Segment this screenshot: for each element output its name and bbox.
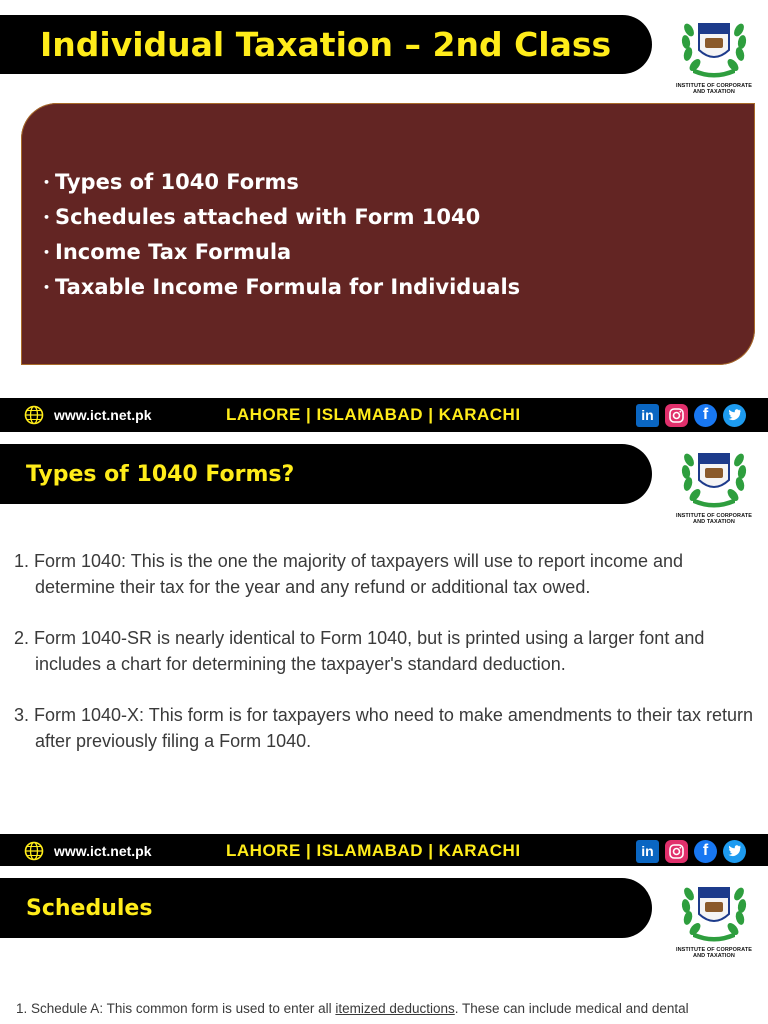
ict-logo [672,874,756,970]
topic-label: Income Tax Formula [55,240,292,264]
facebook-icon[interactable]: f [694,840,717,863]
facebook-icon[interactable]: f [694,404,717,427]
website-link[interactable] [24,405,152,425]
laurel-emblem-icon [679,10,749,82]
topic-label: Schedules attached with Form 1040 [55,205,481,229]
topic-item [43,235,755,270]
laurel-emblem-icon [679,440,749,512]
logo-text-line1: INSTITUTE OF CORPORATE [675,83,753,89]
schedule-a-prefix: 1. Schedule A: This common form is used to enter all [16,1001,336,1016]
instagram-icon[interactable] [665,840,688,863]
list-item [16,1000,756,1018]
website-text: www.ict.net.pk [54,407,152,423]
cities-text: LAHORE | ISLAMABAD | KARACHI [226,405,521,424]
slide-2-title: Types of 1040 Forms? [0,444,652,504]
bullet-icon: • [43,211,51,224]
bullet-icon: • [43,246,51,259]
list-item: 1. Form 1040: This is the one the majority of taxpayers will use to report income and determine their tax for the year and any refund or additional tax owed. [14,551,683,597]
twitter-icon[interactable] [723,404,746,427]
website-text: www.ict.net.pk [54,843,152,859]
topic-item [43,270,755,305]
social-icons [636,404,746,427]
linkedin-icon[interactable]: in [636,404,659,427]
cities-text: LAHORE | ISLAMABAD | KARACHI [226,841,521,860]
bullet-icon: • [43,176,51,189]
itemized-deductions-link[interactable]: itemized deductions [335,1001,455,1016]
social-icons [636,840,746,863]
slide-2 [0,432,768,866]
forms-list [14,548,754,779]
globe-icon [24,841,44,861]
topic-label: Taxable Income Formula for Individuals [55,275,521,299]
slide-3-title: Schedules [0,878,652,938]
slide-1-title: Individual Taxation – 2nd Class [0,15,652,74]
twitter-icon[interactable] [723,840,746,863]
topic-label: Types of 1040 Forms [55,170,299,194]
schedule-a-suffix: . These can include medical and dental [454,1001,689,1016]
logo-text-line2: AND TAXATION [693,519,735,525]
linkedin-icon[interactable]: in [636,840,659,863]
logo-text-line1: INSTITUTE OF CORPORATE [675,513,753,519]
schedules-list [16,1000,756,1018]
topic-item [43,200,755,235]
ict-logo [672,440,756,536]
website-link[interactable] [24,841,152,861]
ict-logo [672,10,756,106]
footer-bar [0,834,768,866]
topic-item [43,165,755,200]
bullet-icon: • [43,281,51,294]
list-item: 2. Form 1040-SR is nearly identical to Form 1040, but is printed using a larger font and includes a chart for determining the taxpayer's standard deduction. [14,628,705,674]
list-item: 3. Form 1040-X: This form is for taxpayers who need to make amendments to their tax return after previously filing a Form 1040. [14,705,753,751]
slide-1 [0,0,768,432]
instagram-icon[interactable] [665,404,688,427]
laurel-emblem-icon [679,874,749,946]
logo-text-line2: AND TAXATION [693,953,735,959]
footer-bar [0,398,768,432]
logo-text-line1: INSTITUTE OF CORPORATE [675,947,753,953]
slide-3 [0,866,768,1024]
logo-text-line2: AND TAXATION [693,89,735,95]
topics-box [21,103,755,365]
globe-icon [24,405,44,425]
